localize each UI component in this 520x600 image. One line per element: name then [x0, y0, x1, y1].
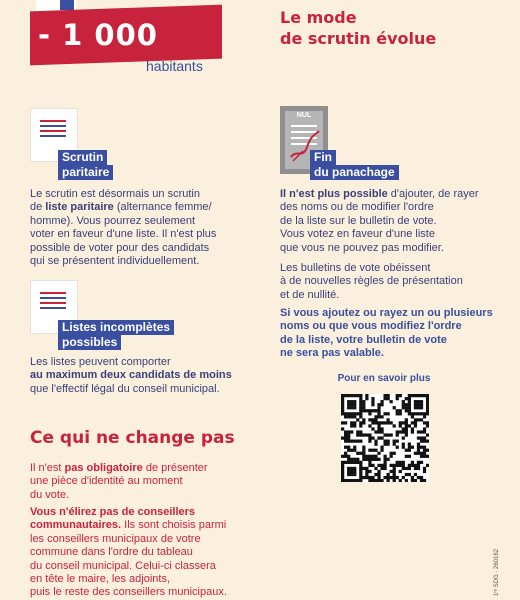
tag-scrutin-paritaire: Scrutin paritaire — [58, 150, 208, 184]
tag-listes-incompletes: Listes incomplètes possibles — [58, 320, 258, 354]
conseillers-communautaires-text: Vous n'élirez pas de conseillers communautaires. Ils sont choisis parmi les conseillers municipaux de votre commune dans l'ordre du tableau du conseil municipal. Celui-ci classera en tête le maire, les adjoints, puis le reste des conseillers municipaux. — [30, 506, 227, 599]
pour-en-savoir-plus: Pour en savoir plus — [337, 373, 431, 384]
tag-fin-panachage: Fin du panachage — [310, 150, 430, 184]
mode-scrutin-title: Le mode de scrutin évolue — [280, 8, 437, 48]
population-threshold: - 1 000 — [38, 18, 158, 52]
bulletin-invalide-warning: Si vous ajoutez ou rayez un ou plusieurs noms ou que vous modifiez l'ordre de la liste, votre bulletin de vote ne sera pas valable. — [280, 307, 493, 360]
qr-code[interactable] — [341, 394, 429, 482]
footer-code: 1ʳᵉ SDG · 260162 — [494, 548, 500, 596]
scrutin-paritaire-text: Le scrutin est désormais un scrutin de liste paritaire (alternance femme/ homme). Vous pourrez seulement voter en faveur d'une liste. Il n'est plus possible de voter pour des candidats qui se présentent individuellement. — [30, 188, 217, 268]
ce-qui-ne-change-pas-title: Ce qui ne change pas — [30, 428, 235, 448]
regles-presentation-text: Les bulletins de vote obéissent à de nouvelles règles de présentation et de nullité. — [280, 262, 463, 301]
banner-flag-blue — [60, 0, 74, 10]
piece-identite-text: Il n'est pas obligatoire de présenter une pièce d'identité au moment du vote. — [30, 462, 208, 501]
habitants-label: habitants — [146, 58, 203, 74]
fin-panachage-text: Il n'est plus possible d'ajouter, de rayer des noms ou de modifier l'ordre de la liste sur le bulletin de vote. Vous votez en faveur d'une liste que vous ne pouvez pas modifier. — [280, 188, 479, 254]
nul-ballot-icon: NUL — [280, 106, 328, 174]
listes-incompletes-text: Les listes peuvent comporter au maximum deux candidats de moins que l'effectif légal du conseil municipal. — [30, 356, 232, 395]
